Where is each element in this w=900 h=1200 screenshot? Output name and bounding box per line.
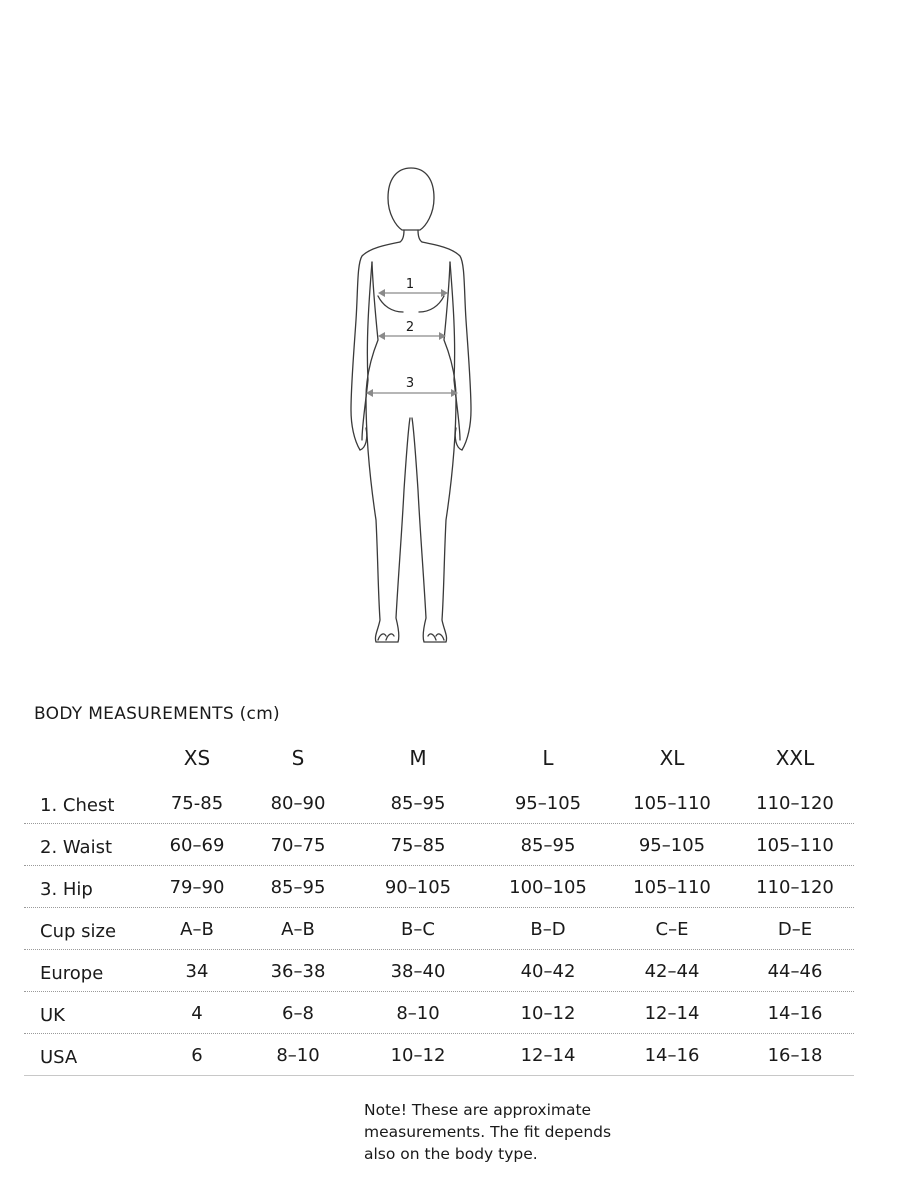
note-line: Note! These are approximate xyxy=(364,1101,592,1119)
table-cell: 40–42 xyxy=(520,961,576,982)
row-label: 2. Waist xyxy=(40,837,113,858)
table-cell: 8–10 xyxy=(396,1003,440,1024)
table-cell: 38–40 xyxy=(390,961,446,982)
table-cell: 12–14 xyxy=(644,1003,700,1024)
table-cell: 100–105 xyxy=(509,877,587,898)
table-row-usa xyxy=(24,1034,854,1076)
table-cell: 12–14 xyxy=(520,1045,576,1066)
table-cell: 6 xyxy=(191,1045,203,1066)
table-cell: 4 xyxy=(191,1003,203,1024)
size-header-xxl: XXL xyxy=(775,746,815,770)
row-label: UK xyxy=(40,1005,65,1026)
section-title: BODY MEASUREMENTS (cm) xyxy=(34,704,280,724)
table-cell: 8–10 xyxy=(276,1045,320,1066)
table-cell: 14–16 xyxy=(767,1003,823,1024)
table-cell: 105–110 xyxy=(633,877,711,898)
table-cell: 6–8 xyxy=(282,1003,314,1024)
table-row-chest xyxy=(24,782,854,824)
table-cell: 36–38 xyxy=(270,961,326,982)
note-line: also on the body type. xyxy=(364,1145,538,1163)
table-cell: 14–16 xyxy=(644,1045,700,1066)
table-cell: 80–90 xyxy=(270,793,326,814)
row-label: USA xyxy=(40,1047,78,1068)
table-cell: D–E xyxy=(777,919,813,940)
table-cell: B–D xyxy=(530,919,566,940)
table-cell: 79–90 xyxy=(169,877,225,898)
table-cell: 85–95 xyxy=(520,835,576,856)
row-label: 1. Chest xyxy=(40,795,115,816)
table-cell: 70–75 xyxy=(270,835,326,856)
table-cell: 110–120 xyxy=(756,877,834,898)
table-cell: 75-85 xyxy=(170,793,224,814)
size-table xyxy=(24,728,854,1076)
table-row-waist xyxy=(24,824,854,866)
table-cell: 16–18 xyxy=(767,1045,823,1066)
table-cell: 105–110 xyxy=(756,835,834,856)
table-cell: 75–85 xyxy=(390,835,446,856)
size-header-m: M xyxy=(409,746,427,770)
table-cell: 42–44 xyxy=(644,961,700,982)
marker-2-label: 2 xyxy=(405,320,415,335)
size-header-xl: XL xyxy=(659,746,685,770)
row-label: 3. Hip xyxy=(40,879,93,900)
table-cell: 110–120 xyxy=(756,793,834,814)
table-cell: A–B xyxy=(281,919,315,940)
size-header-row xyxy=(24,728,854,782)
header-spacer xyxy=(24,770,146,782)
table-cell: 95–105 xyxy=(638,835,706,856)
table-cell: C–E xyxy=(655,919,689,940)
note-line: measurements. The fit depends xyxy=(364,1123,612,1141)
table-cell: 85–95 xyxy=(390,793,446,814)
marker-1-label: 1 xyxy=(405,277,415,292)
size-header-l: L xyxy=(542,746,554,770)
table-cell: 90–105 xyxy=(384,877,452,898)
row-label: Europe xyxy=(40,963,104,984)
table-cell: A–B xyxy=(180,919,214,940)
table-row-hip xyxy=(24,866,854,908)
size-header-xs: XS xyxy=(183,746,211,770)
table-row-europe xyxy=(24,950,854,992)
table-cell: 10–12 xyxy=(390,1045,446,1066)
table-cell: 10–12 xyxy=(520,1003,576,1024)
table-cell: 44–46 xyxy=(767,961,823,982)
body-outline xyxy=(330,160,490,650)
table-cell: 85–95 xyxy=(270,877,326,898)
table-row-uk xyxy=(24,992,854,1034)
table-cell: 105–110 xyxy=(633,793,711,814)
approximate-measurements-note xyxy=(364,1099,664,1165)
table-row-cup-size xyxy=(24,908,854,950)
marker-3-label: 3 xyxy=(405,376,415,391)
row-label: Cup size xyxy=(40,921,117,942)
table-cell: B–C xyxy=(401,919,435,940)
table-cell: 34 xyxy=(185,961,209,982)
table-cell: 60–69 xyxy=(169,835,225,856)
body-figure-illustration xyxy=(330,160,490,650)
size-header-s: S xyxy=(291,746,305,770)
table-cell: 95–105 xyxy=(514,793,582,814)
